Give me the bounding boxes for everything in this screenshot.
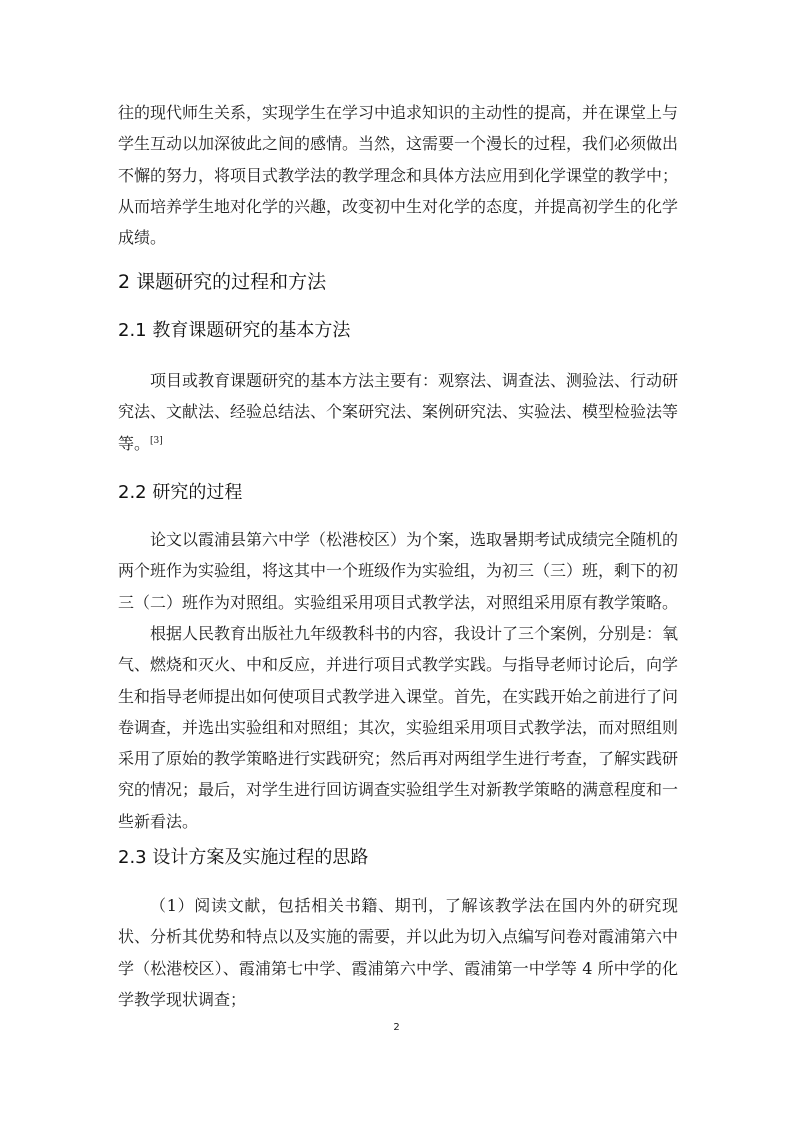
continuation-paragraph: 往的现代师生关系，实现学生在学习中追求知识的主动性的提高，并在课堂上与学生互动以加深彼此之间的感情。当然，这需要一个漫长的过程，我们必须做出不懈的努力，将项目式教学法的教学理念和具体方法应用到化学课堂的教学中；从而培养学生地对化学的兴趣，改变初中生对化学的态度，并提高初学生的化学成绩。 xyxy=(118,103,679,248)
citation-reference: [3] xyxy=(150,435,163,446)
section-2-2-paragraph-2: 根据人民教育出版社九年级教科书的内容，我设计了三个案例，分别是：氧气、燃烧和灭火、中和反应，并进行项目式教学实践。与指导老师讨论后，向学生和指导老师提出如何使项目式教学进入课堂。首先，在实践开始之前进行了问卷调查，并选出实验组和对照组；其次，实验组采用项目式教学法，而对照组则采用了原始的教学策略进行实践研究；然后再对两组学生进行考查，了解实践研究的情况；最后，对学生进行回访调查实验组学生对新教学策略的满意程度和一些新看法。 xyxy=(118,624,679,831)
section-2-3-heading: 2.3 设计方案及实施过程的思路 xyxy=(118,847,369,868)
section-2-1-paragraph xyxy=(118,365,678,459)
page-number: 2 xyxy=(393,1022,400,1033)
section-2-heading: 2 课题研究的过程和方法 xyxy=(118,271,327,293)
section-2-2-paragraph-1: 论文以霞浦县第六中学（松港校区）为个案，选取暑期考试成绩完全随机的两个班作为实验组，将这其中一个班级作为实验组，为初三（三）班，剩下的初三（二）班作为对照组。实验组采用项目式教学法，对照组采用原有教学策略。 xyxy=(118,530,679,612)
section-2-1-text: 项目或教育课题研究的基本方法主要有：观察法、调查法、测验法、行动研究法、文献法、经验总结法、个案研究法、案例研究法、实验法、模型检验法等等。 xyxy=(118,371,679,453)
section-2-1-heading: 2.1 教育课题研究的基本方法 xyxy=(118,320,351,341)
section-2-3-paragraph-1: （1）阅读文献，包括相关书籍、期刊，了解该教学法在国内外的研究现状、分析其优势和特点以及实施的需要，并以此为切入点编写问卷对霞浦第六中学（松港校区）、霞浦第七中学、霞浦第六中学、霞浦第一中学等 4 所中学的化学教学现状调查； xyxy=(118,896,679,1009)
section-2-2-heading: 2.2 研究的过程 xyxy=(118,482,243,503)
